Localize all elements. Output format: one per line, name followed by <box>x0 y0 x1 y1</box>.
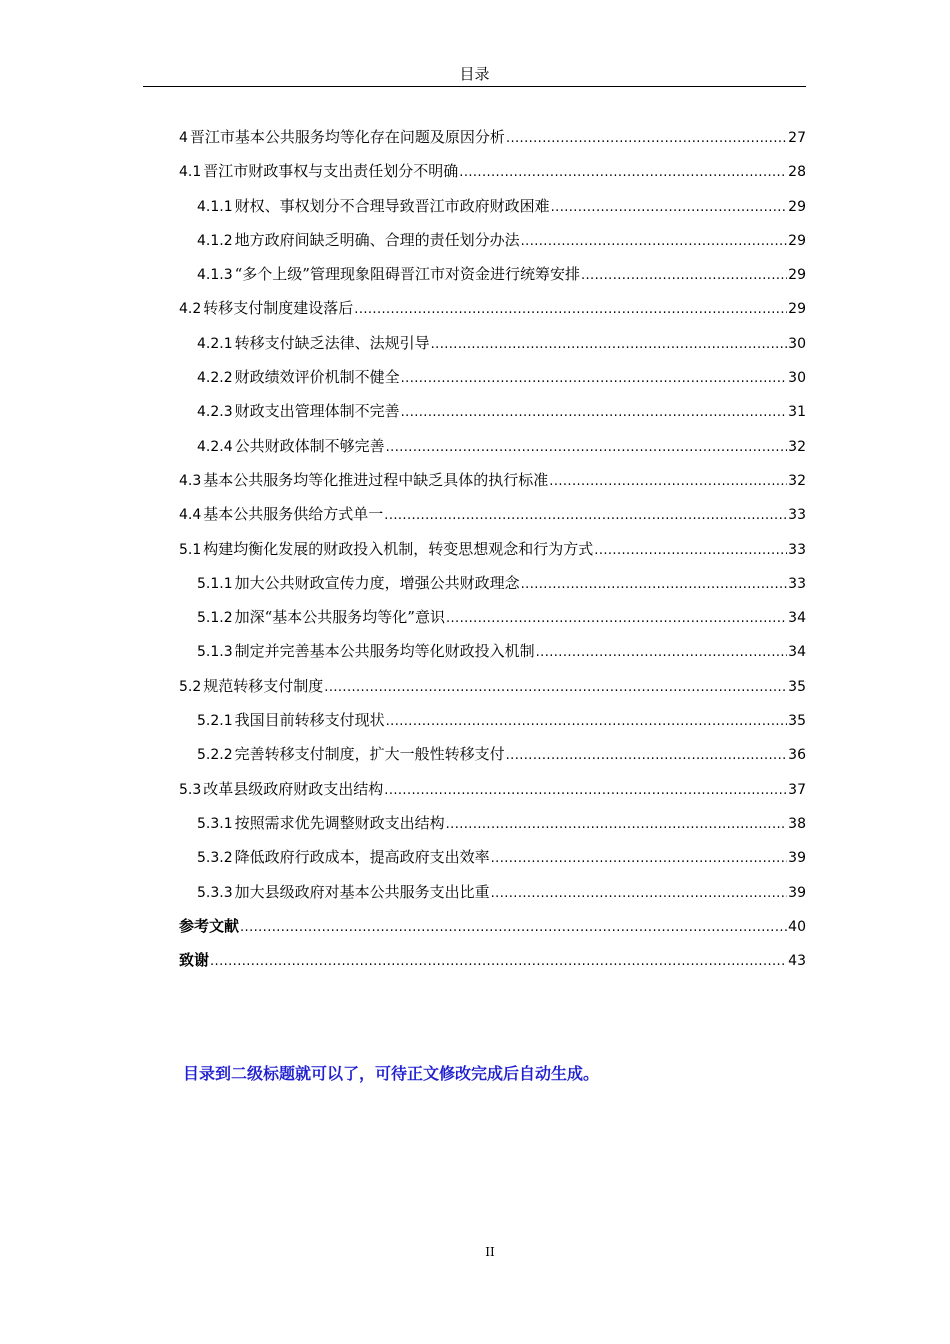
toc-entry-number: 5.3.3 <box>197 884 233 901</box>
toc-entry-number: 4.4 <box>179 507 202 524</box>
toc-entry-page: 30 <box>788 335 806 352</box>
toc-entry-title: 晋江市财政事权与支出责任划分不明确 <box>203 162 459 181</box>
toc-entry[interactable] <box>179 194 806 228</box>
toc-entry-page: 38 <box>788 815 806 832</box>
toc-entry-page: 39 <box>788 884 806 901</box>
toc-entry-page: 40 <box>788 918 806 935</box>
toc-entry-number: 4.2.2 <box>197 370 233 387</box>
toc-dot-leader <box>384 779 787 803</box>
toc-entry-title: 公共财政体制不够完善 <box>234 436 385 455</box>
toc-entry[interactable] <box>179 742 806 776</box>
toc-entry-number: 4.1 <box>179 164 202 181</box>
toc-entry-number: 4.2 <box>179 301 202 318</box>
toc-entry-title: 构建均衡化发展的财政投入机制，转变思想观念和行为方式 <box>203 539 594 558</box>
toc-entry-page: 29 <box>788 267 806 284</box>
toc-entry-number: 5.2.2 <box>197 747 233 764</box>
toc-dot-leader <box>506 127 787 151</box>
toc-entry[interactable] <box>179 228 806 262</box>
toc-entry-page: 33 <box>788 541 806 558</box>
toc-entry[interactable] <box>179 571 806 605</box>
toc-entry-page: 37 <box>788 781 806 798</box>
toc-entry[interactable] <box>179 159 806 193</box>
toc-dot-leader <box>446 607 787 631</box>
toc-entry[interactable] <box>179 777 806 811</box>
toc-entry-title: 降低政府行政成本，提高政府支出效率 <box>234 848 490 867</box>
toc-entry-page: 29 <box>788 198 806 215</box>
toc-entry-page: 32 <box>788 472 806 489</box>
toc-entry-number: 5.2 <box>179 678 202 695</box>
toc-entry-number: 5.1.3 <box>197 644 233 661</box>
toc-entry-number: 5.1 <box>179 541 202 558</box>
toc-entry[interactable] <box>179 811 806 845</box>
toc-entry-page: 39 <box>788 850 806 867</box>
toc-entry-number: 5.1.1 <box>197 575 233 592</box>
toc-entry-title: 转移支付缺乏法律、法规引导 <box>234 333 430 352</box>
toc-entry[interactable] <box>179 880 806 914</box>
toc-dot-leader <box>551 196 788 220</box>
toc-entry-title: 加深“基本公共服务均等化”意识 <box>234 608 445 627</box>
toc-dot-leader <box>521 230 788 254</box>
toc-entry[interactable] <box>179 262 806 296</box>
toc-entry-page: 34 <box>788 610 806 627</box>
toc-dot-leader <box>491 847 788 871</box>
toc-entry-title: 财政支出管理体制不完善 <box>234 402 400 421</box>
editor-note: 目录到二级标题就可以了，可待正文修改完成后自动生成。 <box>183 1064 600 1083</box>
toc-dot-leader <box>384 504 787 528</box>
page-number: II <box>485 1245 495 1259</box>
toc-dot-leader <box>386 710 788 734</box>
toc-entry[interactable] <box>179 605 806 639</box>
toc-entry[interactable] <box>179 708 806 742</box>
toc-entry-title: 按照需求优先调整财政支出结构 <box>234 813 445 832</box>
toc-dot-leader <box>549 470 787 494</box>
toc-entry-title: 完善转移支付制度，扩大一般性转移支付 <box>234 745 505 764</box>
toc-entry-title: 转移支付制度建设落后 <box>203 299 354 318</box>
toc-entry-page: 35 <box>788 678 806 695</box>
toc-entry-page: 30 <box>788 370 806 387</box>
page-header <box>143 62 806 87</box>
toc-entry[interactable] <box>179 125 806 159</box>
toc-entry-page: 31 <box>788 404 806 421</box>
toc-entry-title: 财政绩效评价机制不健全 <box>234 368 400 387</box>
toc-dot-leader <box>240 916 787 940</box>
toc-dot-leader <box>581 264 787 288</box>
toc-entry-title: 基本公共服务均等化推进过程中缺乏具体的执行标准 <box>203 470 549 489</box>
toc-dot-leader <box>459 161 787 185</box>
toc-entry-title: 晋江市基本公共服务均等化存在问题及原因分析 <box>189 128 505 146</box>
toc-entry-number: 5.3.1 <box>197 815 233 832</box>
toc-entry-number: 5.3.2 <box>197 850 233 867</box>
toc-dot-leader <box>401 401 788 425</box>
toc-entry-page: 28 <box>788 164 806 181</box>
toc-entry[interactable] <box>179 331 806 365</box>
toc-entry-title: 规范转移支付制度 <box>203 676 324 695</box>
toc-dot-leader <box>491 882 788 906</box>
toc-entry-title: 地方政府间缺乏明确、合理的责任划分办法 <box>234 230 520 249</box>
toc-entry-title: 加大县级政府对基本公共服务支出比重 <box>234 882 490 901</box>
toc-entry[interactable] <box>179 296 806 330</box>
toc-dot-leader <box>594 539 787 563</box>
toc-entry-number: 4.3 <box>179 472 202 489</box>
toc-entry-page: 36 <box>788 747 806 764</box>
toc-entry-title: 加大公共财政宣传力度，增强公共财政理念 <box>234 573 520 592</box>
toc-dot-leader <box>401 367 788 391</box>
toc-entry-title: 基本公共服务供给方式单一 <box>203 505 384 524</box>
toc-dot-leader <box>354 298 787 322</box>
toc-entry[interactable] <box>179 948 806 982</box>
toc-entry-title: 改革县级政府财政支出结构 <box>203 779 384 798</box>
page-header-title: 目录 <box>459 65 490 83</box>
toc-entry-page: 35 <box>788 713 806 730</box>
toc-entry-number: 5.1.2 <box>197 610 233 627</box>
toc-entry[interactable] <box>179 639 806 673</box>
toc-entry-page: 43 <box>788 953 806 970</box>
toc-dot-leader <box>506 744 788 768</box>
toc-entry[interactable] <box>179 399 806 433</box>
toc-entry-number: 4.2.3 <box>197 404 233 421</box>
toc-dot-leader <box>386 436 788 460</box>
toc-entry-number: 5.3 <box>179 781 202 798</box>
toc-dot-leader <box>431 333 788 357</box>
toc-entry-title: 参考文献 <box>179 916 240 935</box>
toc-entry-number: 4 <box>179 130 188 146</box>
toc-entry-number: 4.2.1 <box>197 335 233 352</box>
toc-entry-number: 4.1.1 <box>197 198 233 215</box>
toc-entry-page: 34 <box>788 644 806 661</box>
toc-entry-number: 4.1.3 <box>197 267 233 284</box>
toc-entry-title: 财权、事权划分不合理导致晋江市政府财政困难 <box>234 196 550 215</box>
toc-entry-number: 5.2.1 <box>197 713 233 730</box>
toc-entry-title: 制定并完善基本公共服务均等化财政投入机制 <box>234 642 535 661</box>
toc-entry[interactable] <box>179 674 806 708</box>
toc-entry-title: “多个上级”管理现象阻碍晋江市对资金进行统筹安排 <box>234 265 580 284</box>
toc-entry-title: 致谢 <box>179 951 210 970</box>
toc-entry-page: 27 <box>788 130 806 146</box>
toc-entry[interactable] <box>179 502 806 536</box>
toc-entry[interactable] <box>179 537 806 571</box>
toc-entry[interactable] <box>179 468 806 502</box>
toc-entry[interactable] <box>179 434 806 468</box>
toc-entry[interactable] <box>179 845 806 879</box>
toc-entry-page: 33 <box>788 575 806 592</box>
toc-entry-number: 4.1.2 <box>197 232 233 249</box>
toc-entry-page: 33 <box>788 507 806 524</box>
toc-dot-leader <box>210 950 787 974</box>
toc-dot-leader <box>324 676 787 700</box>
toc-entry[interactable] <box>179 914 806 948</box>
toc-entry-page: 29 <box>788 301 806 318</box>
toc-entry-page: 32 <box>788 438 806 455</box>
toc-entry-number: 4.2.4 <box>197 438 233 455</box>
toc-dot-leader <box>536 641 788 665</box>
toc-entry-title: 我国目前转移支付现状 <box>234 711 385 730</box>
table-of-contents <box>179 125 806 982</box>
toc-entry-page: 29 <box>788 232 806 249</box>
toc-dot-leader <box>521 573 788 597</box>
toc-dot-leader <box>446 813 788 837</box>
toc-entry[interactable] <box>179 365 806 399</box>
